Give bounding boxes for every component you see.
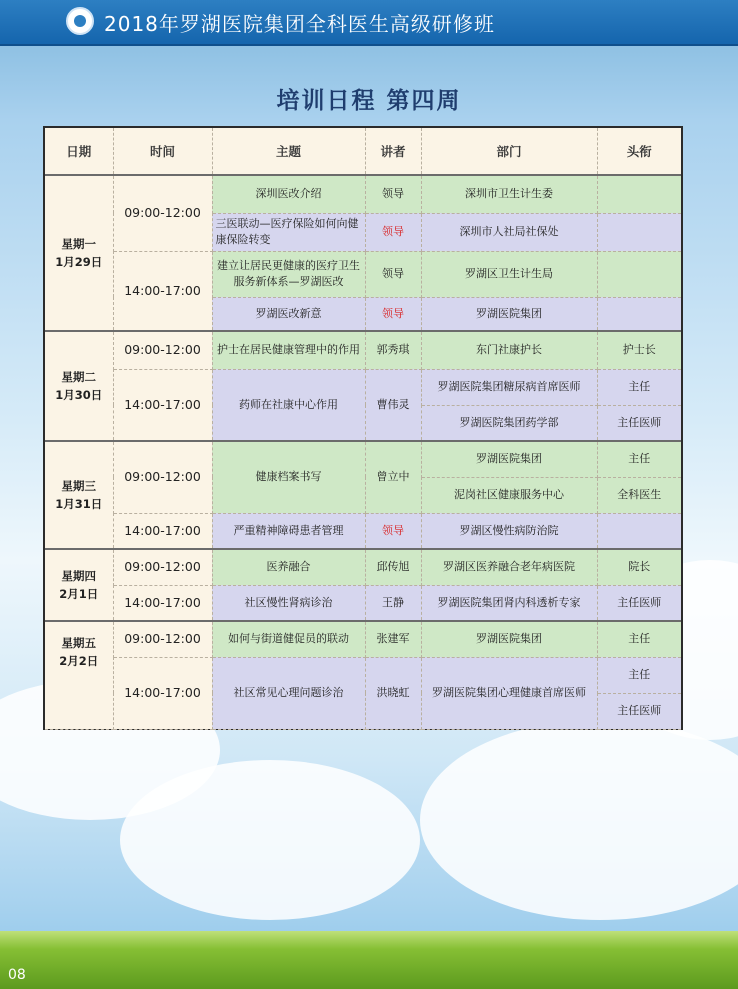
department-cell: 深圳市卫生计生委 xyxy=(421,175,597,213)
department-cell: 泥岗社区健康服务中心 xyxy=(421,477,597,513)
table-row xyxy=(45,657,681,693)
day-label: 星期四 xyxy=(61,569,96,583)
table-row xyxy=(45,441,681,477)
position-cell: 主任医师 xyxy=(597,693,681,729)
speaker-cell: 领导 xyxy=(365,297,421,331)
department-cell: 深圳市人社局社保处 xyxy=(421,213,597,251)
speaker-cell: 王静 xyxy=(365,585,421,621)
table-row xyxy=(45,585,681,621)
header-title: 2018年罗湖医院集团全科医生高级研修班 xyxy=(104,12,495,36)
position-cell xyxy=(597,513,681,549)
department-cell: 罗湖医院集团药学部 xyxy=(421,405,597,441)
speaker-cell: 郭秀琪 xyxy=(365,331,421,369)
speaker-cell: 曹伟灵 xyxy=(365,369,421,441)
table-header-row xyxy=(45,128,681,175)
position-cell: 主任 xyxy=(597,657,681,693)
position-cell: 院长 xyxy=(597,549,681,585)
department-cell: 罗湖医院集团心理健康首席医师 xyxy=(421,657,597,729)
day-cell xyxy=(45,331,113,441)
col-header-department: 部门 xyxy=(421,128,597,175)
department-cell: 东门社康护长 xyxy=(421,331,597,369)
topic-cell: 社区慢性肾病诊治 xyxy=(212,585,365,621)
topic-cell: 如何与街道健促员的联动 xyxy=(212,621,365,657)
topic-cell: 三医联动—医疗保险如何向健康保险转变 xyxy=(212,213,365,251)
department-cell: 罗湖区医养融合老年病医院 xyxy=(421,549,597,585)
position-cell: 主任 xyxy=(597,621,681,657)
department-cell: 罗湖医院集团肾内科透析专家 xyxy=(421,585,597,621)
table-row xyxy=(45,331,681,369)
day-label: 星期三 xyxy=(61,479,96,493)
day-cell xyxy=(45,621,113,729)
col-header-topic: 主题 xyxy=(212,128,365,175)
topic-cell: 护士在居民健康管理中的作用 xyxy=(212,331,365,369)
day-date: 1月31日 xyxy=(55,497,103,511)
time-cell: 14:00-17:00 xyxy=(113,513,212,549)
position-cell: 主任医师 xyxy=(597,405,681,441)
position-cell xyxy=(597,213,681,251)
time-cell: 14:00-17:00 xyxy=(113,585,212,621)
time-cell: 09:00-12:00 xyxy=(113,175,212,251)
topic-cell: 罗湖医改新意 xyxy=(212,297,365,331)
table-row xyxy=(45,549,681,585)
day-cell xyxy=(45,175,113,331)
cloud-decoration xyxy=(120,760,420,920)
topic-cell: 健康档案书写 xyxy=(212,441,365,513)
topic-cell: 药师在社康中心作用 xyxy=(212,369,365,441)
topic-cell: 深圳医改介绍 xyxy=(212,175,365,213)
position-cell xyxy=(597,297,681,331)
speaker-cell: 领导 xyxy=(365,175,421,213)
position-cell: 主任 xyxy=(597,369,681,405)
department-cell: 罗湖区慢性病防治院 xyxy=(421,513,597,549)
time-cell: 14:00-17:00 xyxy=(113,251,212,331)
department-cell: 罗湖医院集团 xyxy=(421,441,597,477)
topic-cell: 严重精神障碍患者管理 xyxy=(212,513,365,549)
day-label: 星期一 xyxy=(61,237,96,251)
cloud-decoration xyxy=(420,720,738,920)
speaker-cell: 洪晓虹 xyxy=(365,657,421,729)
topic-cell: 社区常见心理问题诊治 xyxy=(212,657,365,729)
time-cell: 09:00-12:00 xyxy=(113,549,212,585)
department-cell: 罗湖医院集团糖尿病首席医师 xyxy=(421,369,597,405)
table-row xyxy=(45,251,681,297)
day-date: 1月29日 xyxy=(55,255,103,269)
topic-cell: 建立让居民更健康的医疗卫生服务新体系—罗湖医改 xyxy=(212,251,365,297)
time-cell: 09:00-12:00 xyxy=(113,621,212,657)
position-cell xyxy=(597,175,681,213)
col-header-time: 时间 xyxy=(113,128,212,175)
speaker-cell: 领导 xyxy=(365,513,421,549)
table-row xyxy=(45,369,681,405)
col-header-date: 日期 xyxy=(45,128,113,175)
grass-ground xyxy=(0,931,738,989)
hospital-logo-icon xyxy=(66,7,94,35)
speaker-cell: 张建军 xyxy=(365,621,421,657)
day-cell xyxy=(45,441,113,549)
position-cell: 护士长 xyxy=(597,331,681,369)
day-label: 星期五 xyxy=(61,636,96,650)
col-header-title: 头衔 xyxy=(597,128,681,175)
page-number: 08 xyxy=(8,967,26,983)
department-cell: 罗湖医院集团 xyxy=(421,297,597,331)
speaker-cell: 邱传旭 xyxy=(365,549,421,585)
col-header-speaker: 讲者 xyxy=(365,128,421,175)
topic-cell: 医养融合 xyxy=(212,549,365,585)
table-row xyxy=(45,175,681,213)
time-cell: 09:00-12:00 xyxy=(113,441,212,513)
speaker-cell: 领导 xyxy=(365,213,421,251)
schedule-table xyxy=(43,126,683,730)
position-cell: 主任 xyxy=(597,441,681,477)
time-cell: 14:00-17:00 xyxy=(113,657,212,729)
speaker-cell: 曾立中 xyxy=(365,441,421,513)
day-cell xyxy=(45,549,113,621)
day-label: 星期二 xyxy=(61,370,96,384)
day-date: 2月2日 xyxy=(59,654,99,668)
page-title: 培训日程 第四周 xyxy=(276,88,462,114)
speaker-cell: 领导 xyxy=(365,251,421,297)
position-cell xyxy=(597,251,681,297)
department-cell: 罗湖医院集团 xyxy=(421,621,597,657)
time-cell: 09:00-12:00 xyxy=(113,331,212,369)
table-row xyxy=(45,621,681,657)
day-date: 1月30日 xyxy=(55,388,103,402)
time-cell: 14:00-17:00 xyxy=(113,369,212,441)
day-date: 2月1日 xyxy=(59,587,99,601)
position-cell: 主任医师 xyxy=(597,585,681,621)
table-row xyxy=(45,513,681,549)
position-cell: 全科医生 xyxy=(597,477,681,513)
header-bar xyxy=(0,0,738,46)
department-cell: 罗湖区卫生计生局 xyxy=(421,251,597,297)
